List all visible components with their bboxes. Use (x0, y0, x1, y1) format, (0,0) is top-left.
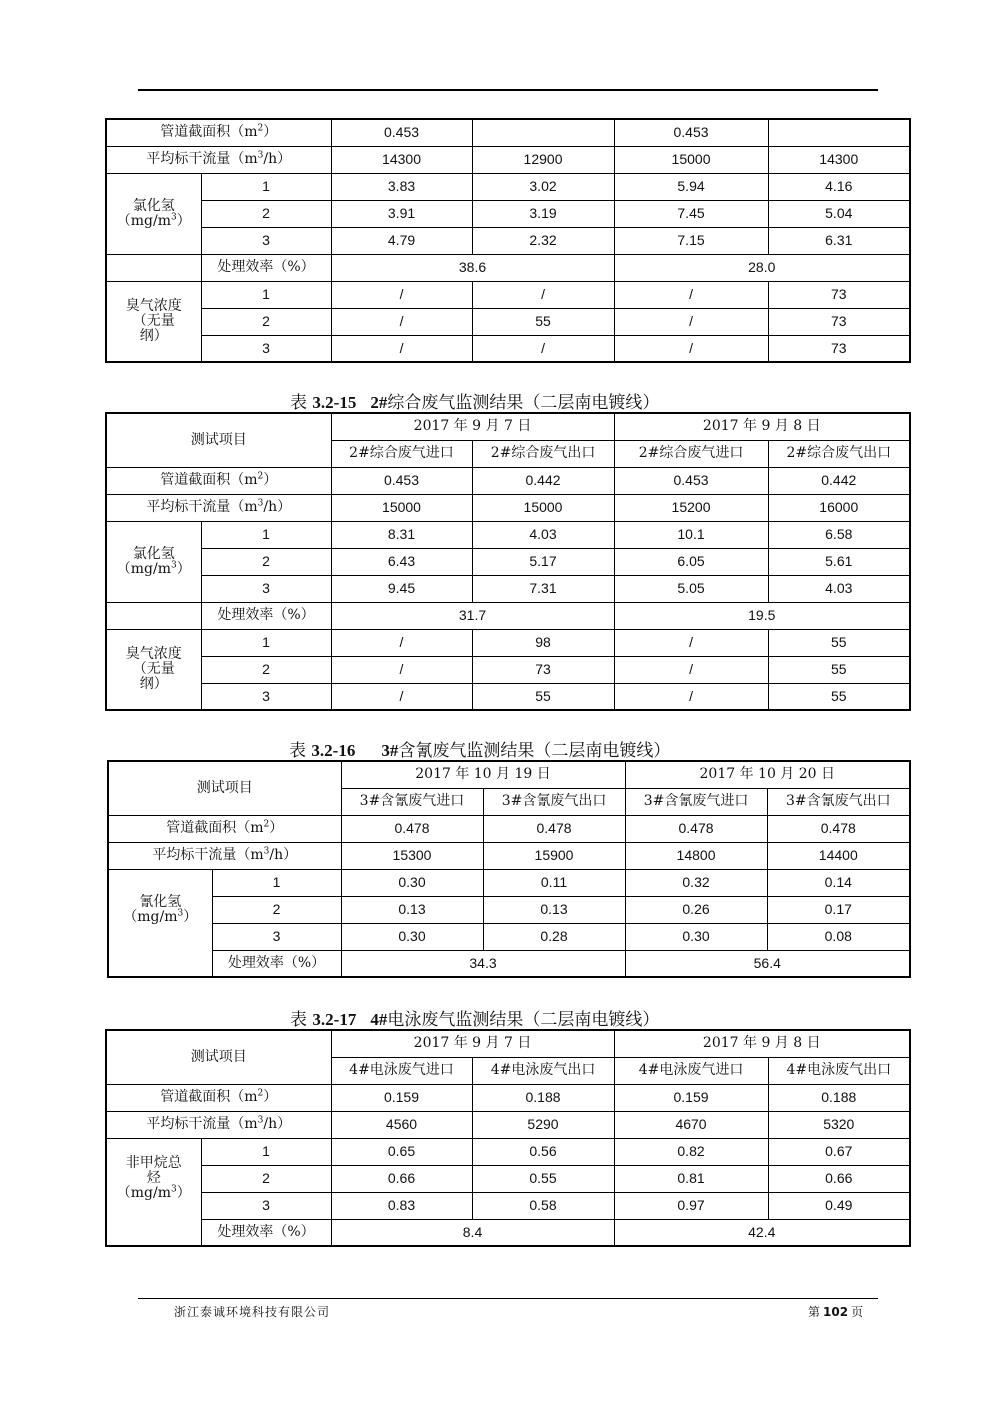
table-cell: 0.97 (614, 1192, 768, 1219)
table-row (106, 629, 910, 656)
table-cell: 0.478 (483, 815, 625, 842)
table-cell: 55 (768, 683, 910, 710)
table-row (106, 227, 910, 254)
table-hcn-3 (107, 760, 911, 978)
table-cell: 6.31 (768, 227, 910, 254)
table-cell: 4670 (614, 1111, 768, 1138)
pipe-area-label: 管道截面积$(m^2)$ (106, 467, 331, 494)
sample-index: 2 (201, 548, 331, 575)
efficiency-value: 34.3 (341, 950, 625, 977)
sample-index: 1 (201, 521, 331, 548)
efficiency-label: 处理效率（%） (212, 950, 341, 977)
table-row (106, 335, 910, 362)
table-row (108, 896, 910, 923)
table-cell: / (331, 335, 472, 362)
efficiency-label: 处理效率（%） (201, 254, 331, 281)
table-row (106, 200, 910, 227)
table-row (106, 146, 910, 173)
table-caption: 表 3.2-15 2#综合废气监测结果（二层南电镀线） (290, 393, 660, 413)
table-header-row (108, 761, 910, 788)
table-cell: 4.79 (331, 227, 472, 254)
pipe-area-label: 管道截面积$(m^2)$ (106, 1084, 331, 1111)
table-header-row (106, 1030, 910, 1057)
pollutant-label: 非甲烷总 烃 $(mg/m^3)$ (106, 1138, 201, 1246)
efficiency-value: 28.0 (614, 254, 910, 281)
table-row (106, 281, 910, 308)
company-name: 浙江泰诚环境科技有限公司 (174, 1305, 331, 1319)
sample-index: 3 (201, 575, 331, 602)
pipe-area-label: 管道截面积$(m^2)$ (106, 119, 331, 146)
column-header: 3#含氰废气进口 (341, 788, 483, 815)
sample-index: 1 (201, 173, 331, 200)
table-cell: 0.478 (767, 815, 910, 842)
table-cell: 0.82 (614, 1138, 768, 1165)
pollutant-label: 氰化氢 $(mg/m^3)$ (108, 869, 212, 977)
table-cell: 0.32 (625, 869, 767, 896)
efficiency-label: 处理效率（%） (201, 602, 331, 629)
table-cell: 14300 (331, 146, 472, 173)
table-cell: 6.58 (768, 521, 910, 548)
table-row (106, 683, 910, 710)
table-cell: 0.17 (767, 896, 910, 923)
table-cell: 0.478 (341, 815, 483, 842)
flow-label: 平均标干流量$(m^3/h)$ (106, 146, 331, 173)
flow-label: 平均标干流量$(m^3/h)$ (106, 1111, 331, 1138)
table-cell: 0.13 (483, 896, 625, 923)
table-cell: 73 (768, 335, 910, 362)
table-cell: / (331, 683, 472, 710)
table-cell: 6.05 (614, 548, 768, 575)
efficiency-value: 56.4 (625, 950, 910, 977)
date-header: 2017 年 10 月 19 日 (341, 761, 625, 788)
column-header: 3#含氰废气出口 (483, 788, 625, 815)
efficiency-value: 38.6 (331, 254, 614, 281)
table-cell: 0.30 (625, 923, 767, 950)
table-row (106, 308, 910, 335)
table-cell: 4.03 (768, 575, 910, 602)
table-cell: / (614, 308, 768, 335)
table-header-row (106, 413, 910, 440)
table-cell: 0.442 (472, 467, 614, 494)
table-cell: 0.478 (625, 815, 767, 842)
table-cell: / (472, 335, 614, 362)
table-cell: 4.03 (472, 521, 614, 548)
table-row (106, 1138, 910, 1165)
table-cell: 0.67 (768, 1138, 910, 1165)
table-row (108, 815, 910, 842)
table-row (106, 548, 910, 575)
table-row (106, 1084, 910, 1111)
sample-index: 1 (212, 869, 341, 896)
efficiency-value: 31.7 (331, 602, 614, 629)
table-row (106, 1192, 910, 1219)
table-cell: 0.159 (614, 1084, 768, 1111)
table-row (108, 842, 910, 869)
sample-index: 3 (201, 1192, 331, 1219)
odor-label: 臭气浓度 （无量 纲） (106, 629, 201, 710)
table-cell: 0.442 (768, 467, 910, 494)
table-cell: 5.61 (768, 548, 910, 575)
efficiency-value: 19.5 (614, 602, 910, 629)
flow-label: 平均标干流量$(m^3/h)$ (108, 842, 341, 869)
column-header: 4#电泳废气出口 (472, 1057, 614, 1084)
table-cell: 0.453 (331, 467, 472, 494)
sample-index: 1 (201, 1138, 331, 1165)
table-cell (768, 119, 910, 146)
table-row (106, 521, 910, 548)
table-cell: 4560 (331, 1111, 472, 1138)
table-cell: / (614, 281, 768, 308)
test-item-header: 测试项目 (106, 413, 331, 467)
header-rule (138, 89, 878, 91)
table-cell: 0.14 (767, 869, 910, 896)
table-cell: 55 (472, 308, 614, 335)
table-cell: 8.31 (331, 521, 472, 548)
column-header: 2#综合废气进口 (614, 440, 768, 467)
column-header: 4#电泳废气进口 (331, 1057, 472, 1084)
efficiency-value: 8.4 (331, 1219, 614, 1246)
flow-label: 平均标干流量$(m^3/h)$ (106, 494, 331, 521)
table-cell: 0.453 (614, 119, 768, 146)
table-row (106, 119, 910, 146)
table-cell: 5290 (472, 1111, 614, 1138)
table-cell: 14400 (767, 842, 910, 869)
sample-index: 3 (201, 227, 331, 254)
table-cell: 73 (472, 656, 614, 683)
table-cell: / (331, 308, 472, 335)
table-cell: / (614, 629, 768, 656)
table-cell: 0.11 (483, 869, 625, 896)
date-header: 2017 年 10 月 20 日 (625, 761, 910, 788)
table-row (108, 950, 910, 977)
pipe-area-label: 管道截面积$(m^2)$ (108, 815, 341, 842)
table-cell: 15200 (614, 494, 768, 521)
table-cell: 98 (472, 629, 614, 656)
table-cell: 16000 (768, 494, 910, 521)
date-header: 2017 年 9 月 8 日 (614, 1030, 910, 1057)
table-cell: 0.30 (341, 869, 483, 896)
table-cell: 0.28 (483, 923, 625, 950)
table-row (106, 575, 910, 602)
sample-index: 2 (201, 308, 331, 335)
table-cell: 15000 (472, 494, 614, 521)
table-cell: 55 (768, 656, 910, 683)
table-cell: / (331, 656, 472, 683)
test-item-header: 测试项目 (108, 761, 341, 815)
test-item-header: 测试项目 (106, 1030, 331, 1084)
pollutant-label: 氯化氢 $(mg/m^3)$ (106, 173, 201, 254)
sample-index: 3 (212, 923, 341, 950)
table-cell: 0.26 (625, 896, 767, 923)
sample-index: 2 (201, 656, 331, 683)
column-header: 4#电泳废气出口 (768, 1057, 910, 1084)
table-cell: 0.81 (614, 1165, 768, 1192)
sample-index: 3 (201, 683, 331, 710)
efficiency-label: 处理效率（%） (201, 1219, 331, 1246)
table-cell: 55 (472, 683, 614, 710)
table-cell: 5.04 (768, 200, 910, 227)
table-cell: 73 (768, 281, 910, 308)
footer-rule (138, 1298, 878, 1299)
table-cell: 3.91 (331, 200, 472, 227)
table-cell: / (614, 683, 768, 710)
column-header: 2#综合废气进口 (331, 440, 472, 467)
table-cell: 15900 (483, 842, 625, 869)
table-cell: 12900 (472, 146, 614, 173)
table-cell: / (614, 335, 768, 362)
sample-index: 2 (201, 1165, 331, 1192)
table-cell: 9.45 (331, 575, 472, 602)
table-cell: 0.30 (341, 923, 483, 950)
table-cell: 0.55 (472, 1165, 614, 1192)
table-cell: 0.453 (331, 119, 472, 146)
table-cell: 0.188 (472, 1084, 614, 1111)
sample-index: 2 (212, 896, 341, 923)
column-header: 4#电泳废气进口 (614, 1057, 768, 1084)
table-cell: 0.66 (768, 1165, 910, 1192)
table-cell: 5.17 (472, 548, 614, 575)
date-header: 2017 年 9 月 7 日 (331, 413, 614, 440)
page-number: 第 102 页 (808, 1305, 864, 1319)
table-cell: 7.15 (614, 227, 768, 254)
table-cell: 5.05 (614, 575, 768, 602)
table-cell: 4.16 (768, 173, 910, 200)
date-header: 2017 年 9 月 7 日 (331, 1030, 614, 1057)
sample-index: 3 (201, 335, 331, 362)
blank-cell (106, 602, 201, 629)
table-cell: 2.32 (472, 227, 614, 254)
sample-index: 1 (201, 629, 331, 656)
sample-index: 1 (201, 281, 331, 308)
table-row (106, 656, 910, 683)
table-cell: 6.43 (331, 548, 472, 575)
table-cell: 15000 (331, 494, 472, 521)
table-cell: 14800 (625, 842, 767, 869)
table-row (106, 1219, 910, 1246)
table-hcl-2 (105, 412, 911, 711)
table-cell: 7.45 (614, 200, 768, 227)
table-cell: 0.58 (472, 1192, 614, 1219)
column-header: 2#综合废气出口 (768, 440, 910, 467)
date-header: 2017 年 9 月 8 日 (614, 413, 910, 440)
pollutant-label: 氯化氢 $(mg/m^3)$ (106, 521, 201, 602)
table-cell: 0.56 (472, 1138, 614, 1165)
blank-cell (106, 254, 201, 281)
column-header: 3#含氰废气出口 (767, 788, 910, 815)
table-row (106, 1165, 910, 1192)
table-cell: 3.83 (331, 173, 472, 200)
table-row (106, 602, 910, 629)
table-row (108, 923, 910, 950)
table-row (106, 1111, 910, 1138)
table-cell: 3.02 (472, 173, 614, 200)
table-cell: 7.31 (472, 575, 614, 602)
table-cell: 5.94 (614, 173, 768, 200)
table-cell: 73 (768, 308, 910, 335)
column-header: 3#含氰废气进口 (625, 788, 767, 815)
table-cell: / (331, 629, 472, 656)
table-cell: 55 (768, 629, 910, 656)
table-cell: 14300 (768, 146, 910, 173)
table-cell: 3.19 (472, 200, 614, 227)
table-cell: / (614, 656, 768, 683)
table-caption: 表 3.2-17 4#电泳废气监测结果（二层南电镀线） (290, 1010, 660, 1030)
efficiency-value: 42.4 (614, 1219, 910, 1246)
table-cell: 0.66 (331, 1165, 472, 1192)
table-cell: 0.83 (331, 1192, 472, 1219)
table-cell (472, 119, 614, 146)
table-cell: 10.1 (614, 521, 768, 548)
table-nmhc-4 (105, 1029, 911, 1247)
table-cell: 0.13 (341, 896, 483, 923)
table-cell: 0.453 (614, 467, 768, 494)
table-caption: 表 3.2-16 3#含氰废气监测结果（二层南电镀线） (289, 741, 671, 761)
table-row (106, 173, 910, 200)
table-cell: 0.08 (767, 923, 910, 950)
table-cell: 0.159 (331, 1084, 472, 1111)
table-row (106, 254, 910, 281)
table-row (106, 467, 910, 494)
table-cell: 5320 (768, 1111, 910, 1138)
table-cell: 0.188 (768, 1084, 910, 1111)
column-header: 2#综合废气出口 (472, 440, 614, 467)
odor-label: 臭气浓度 （无量 纲） (106, 281, 201, 362)
table-row (108, 869, 910, 896)
table-cell: 15300 (341, 842, 483, 869)
table-cell: 0.65 (331, 1138, 472, 1165)
table-cell: / (331, 281, 472, 308)
table-row (106, 494, 910, 521)
table-cell: 0.49 (768, 1192, 910, 1219)
table-cell: 15000 (614, 146, 768, 173)
table-continued (105, 118, 911, 363)
table-cell: / (472, 281, 614, 308)
sample-index: 2 (201, 200, 331, 227)
